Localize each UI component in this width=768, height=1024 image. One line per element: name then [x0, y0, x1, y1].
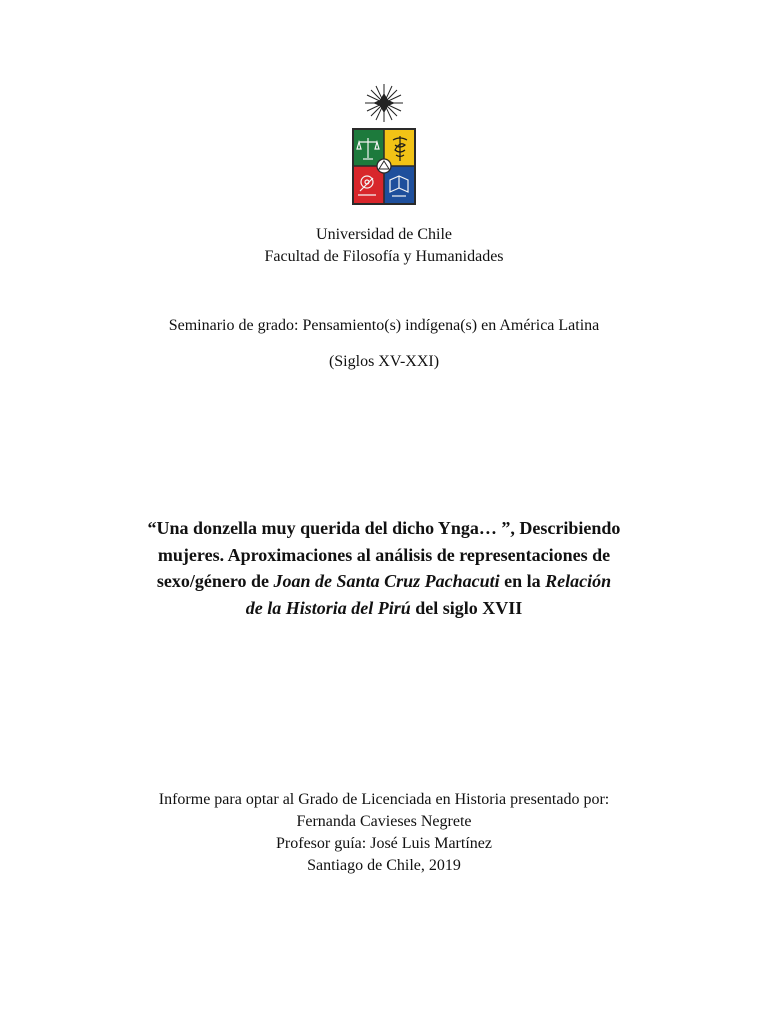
thesis-title-line-4 [84, 595, 684, 622]
advisor-name: Profesor guía: José Luis Martínez [276, 835, 492, 852]
thesis-title-line-3 [84, 568, 684, 595]
thesis-title-italic-author: Joan de Santa Cruz Pachacuti [273, 571, 500, 591]
thesis-title-text: en la [499, 571, 546, 591]
seminar-period: (Siglos XV-XXI) [328, 353, 440, 370]
report-purpose: Informe para optar al Grado de Licenciada en Historia presentado por: [158, 791, 610, 808]
thesis-title-italic-work: Relación [545, 571, 612, 591]
thesis-title-line-1: “Una donzella muy querida del dicho Ynga… ”, Describiendo [147, 518, 621, 538]
thesis-title [84, 515, 684, 621]
author-name: Fernanda Cavieses Negrete [296, 813, 472, 830]
place-and-date: Santiago de Chile, 2019 [307, 857, 461, 874]
thesis-title-italic-work: de la Historia del Pirú [245, 597, 411, 618]
thesis-title-line-2: mujeres. Aproximaciones al análisis de representaciones de [157, 544, 611, 565]
university-crest-icon [348, 82, 420, 210]
seminar-title: Seminario de grado: Pensamiento(s) indígena(s) en América Latina [168, 317, 600, 334]
thesis-title-text: sexo/género de [156, 571, 274, 591]
university-name: Universidad de Chile [316, 226, 452, 243]
thesis-title-text: del siglo XVII [410, 597, 523, 618]
faculty-name: Facultad de Filosofía y Humanidades [264, 248, 504, 265]
